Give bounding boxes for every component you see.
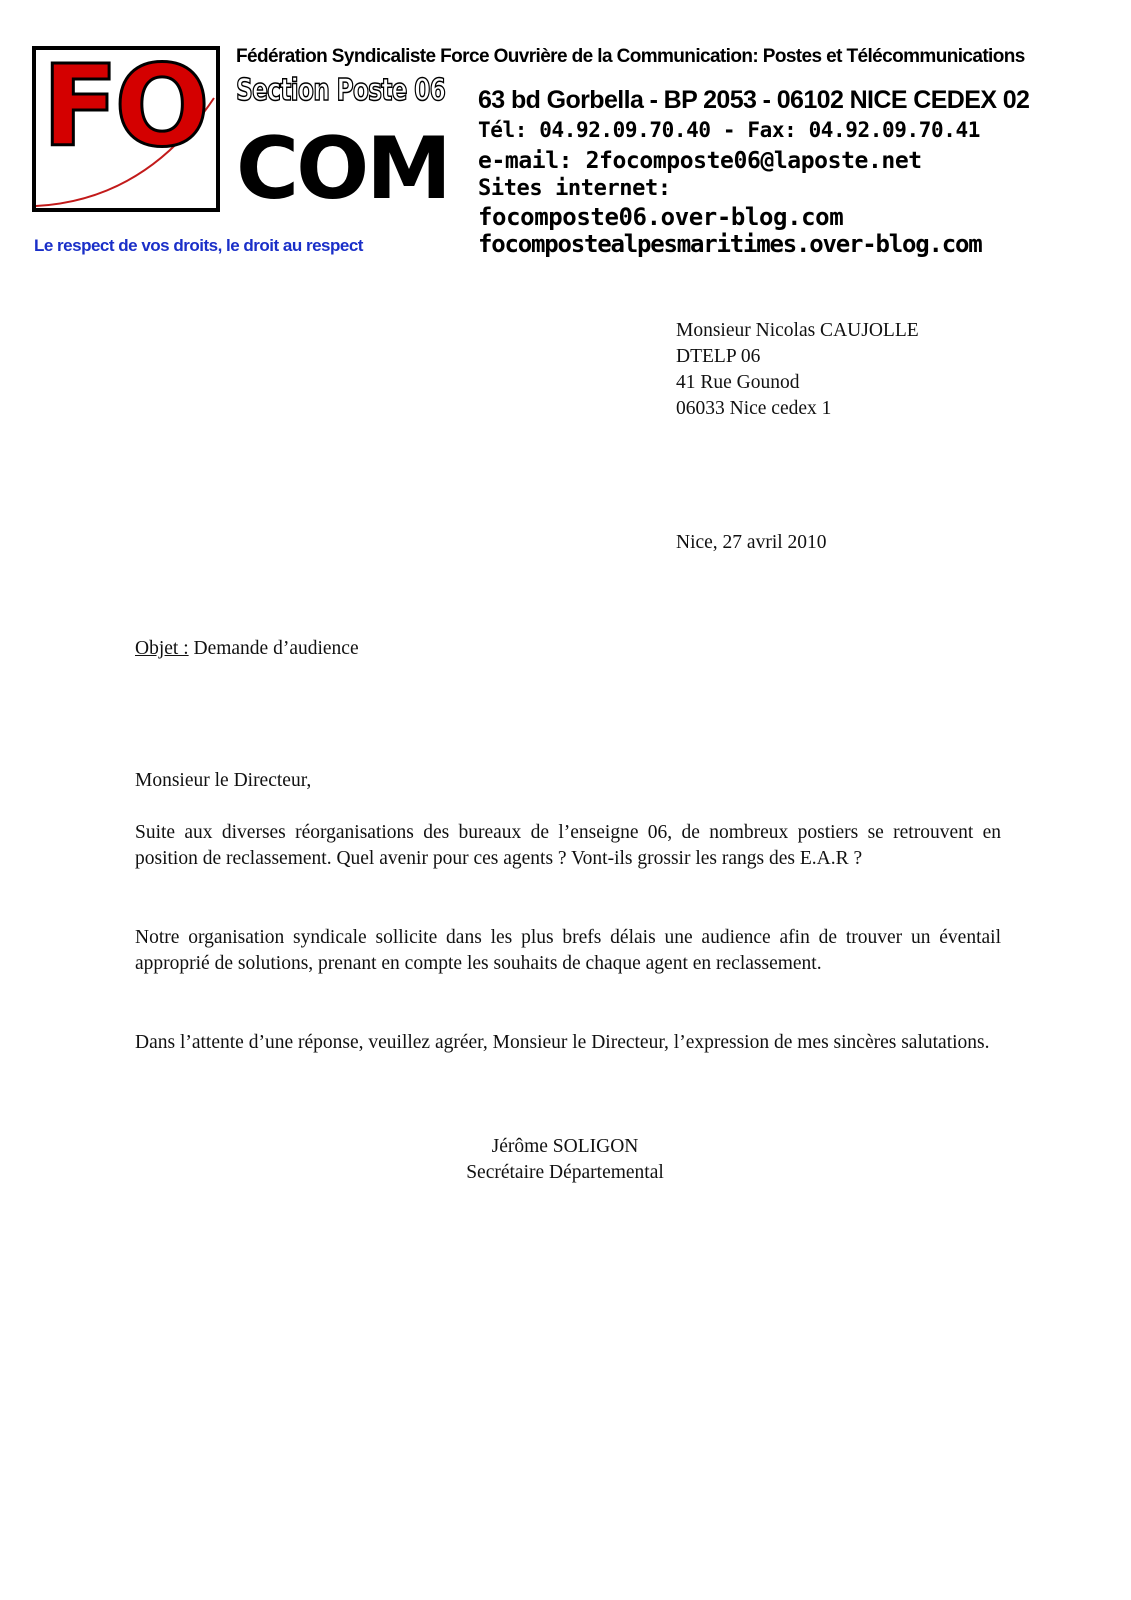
body-paragraph: Dans l’attente d’une réponse, veuillez agréer, Monsieur le Directeur, l’expression de mes sincères salutations. <box>135 1032 990 1053</box>
subject-text: Demande d’audience <box>188 638 359 659</box>
subject-line <box>135 636 359 662</box>
sites-label: Sites internet: <box>478 176 671 201</box>
signature-block <box>400 1134 730 1186</box>
fo-logo <box>32 46 220 212</box>
slogan: Le respect de vos droits, le droit au respect <box>34 236 363 255</box>
body-paragraph: Suite aux diverses réorganisations des bureaux de l’enseigne 06, de nombreux postiers se retrouvent en position de reclassement. Quel avenir pour ces agents ? Vont-ils grossir les rangs des E.A.R ? <box>135 822 1001 869</box>
signatory-title: Secrétaire Départemental <box>466 1162 664 1183</box>
signatory-name: Jérôme SOLIGON <box>491 1136 639 1157</box>
email-address: e-mail: 2focomposte06@laposte.net <box>478 148 922 174</box>
recipient-org: DTELP 06 <box>676 346 761 367</box>
subject-label: Objet : <box>135 638 189 659</box>
letter-date: Nice, 27 avril 2010 <box>676 532 827 553</box>
website-2: focompostealpesmaritimes.over-blog.com <box>478 230 982 258</box>
union-address: 63 bd Gorbella - BP 2053 - 06102 NICE CEDEX 02 <box>478 86 1030 114</box>
body-paragraph: Notre organisation syndicale sollicite dans les plus brefs délais une audience afin de trouver un éventail approprié de solutions, prenant en compte les souhaits de chaque agent en reclassement. <box>135 927 1001 974</box>
section-label: Section Poste 06 <box>236 73 446 108</box>
recipient-city: 06033 Nice cedex 1 <box>676 398 832 419</box>
recipient-name: Monsieur Nicolas CAUJOLLE <box>676 320 919 341</box>
logo-com-text: COM <box>236 119 449 219</box>
recipient-block <box>676 318 919 422</box>
recipient-street: 41 Rue Gounod <box>676 372 800 393</box>
phone-fax: Tél: 04.92.09.70.40 - Fax: 04.92.09.70.41 <box>478 118 980 142</box>
logo-fo-text: FO <box>42 46 206 172</box>
federation-name: Fédération Syndicaliste Force Ouvrière de la Communication: Postes et Télécommunications <box>236 46 1025 67</box>
salutation: Monsieur le Directeur, <box>135 770 312 791</box>
website-1: focomposte06.over-blog.com <box>478 203 844 231</box>
